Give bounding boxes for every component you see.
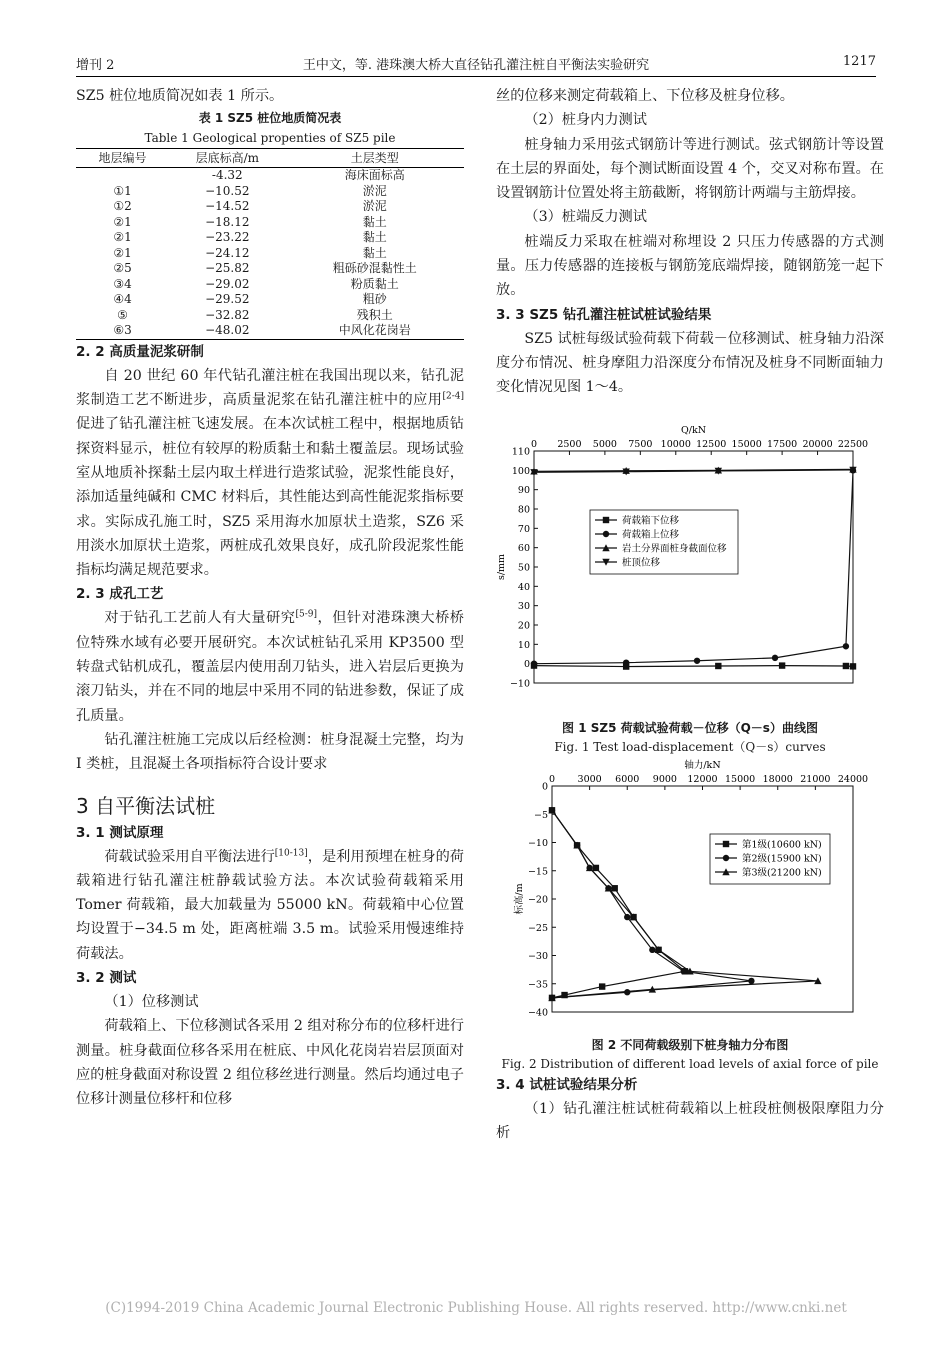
table-cell: 粗砂 xyxy=(362,292,387,307)
section-2-3-title: 2. 3 成孔工艺 xyxy=(76,586,164,603)
table-row xyxy=(76,184,464,200)
table-header: 层底标高/m xyxy=(169,149,285,168)
y-tick-label: 10 xyxy=(517,639,530,651)
table-cell: 淤泥 xyxy=(362,199,387,214)
page-number: 1217 xyxy=(842,54,876,69)
table-cell: 残积土 xyxy=(356,307,393,322)
table-cell: 中风化花岗岩 xyxy=(286,323,465,339)
data-point xyxy=(603,516,609,522)
y-tick-label: −5 xyxy=(533,809,548,821)
legend-label: 岩土分界面桩身截面位移 xyxy=(622,543,727,555)
y-tick-label: 30 xyxy=(517,600,530,612)
table-cell: 黏土 xyxy=(362,245,387,260)
x-axis-label: 轴力/kN xyxy=(684,759,721,771)
table-cell: ⑥3 xyxy=(76,323,169,339)
table-caption-cn: 表 1 SZ5 桩位地质简况表 xyxy=(198,111,342,126)
table-row xyxy=(76,323,464,339)
running-title: 王中文，等. 港珠澳大桥大直径钻孔灌注桩自平衡法实验研究 xyxy=(302,58,650,73)
table-caption-en: Table 1 Geological propenties of SZ5 pile xyxy=(144,131,396,146)
section-3-title: 3 自平衡法试桩 xyxy=(76,793,216,818)
paragraph: 荷载箱上、下位移测试各采用 2 组对称分布的位移杆进行测量。桩身截面位移各采用在桩底、中风化花岗岩岩层顶面对应的桩身截面对称设置 2 组位移丝进行测量。然后均通过电子位移计测量位移杆和位移 xyxy=(76,1018,464,1108)
figure-1 xyxy=(496,414,884,756)
data-point xyxy=(843,643,849,649)
table-row xyxy=(76,168,464,184)
table-cell: ⑤ xyxy=(117,307,128,322)
x-tick-label: 6000 xyxy=(615,773,640,785)
x-tick-label: 3000 xyxy=(577,773,602,785)
legend-label: 荷载箱上位移 xyxy=(622,529,680,541)
issue-label: 增刊 2 xyxy=(76,58,115,73)
paragraph: 钻孔灌注桩施工完成以后经检测：桩身混凝土完整，均为 I 类桩，且混凝土各项指标符合设计要求 xyxy=(76,731,464,773)
table-row xyxy=(76,261,464,277)
table-cell: ②1 xyxy=(113,214,132,229)
section-3-1-title: 3. 1 测试原理 xyxy=(76,824,164,841)
table-cell: 粉质黏土 xyxy=(350,276,399,291)
geology-table xyxy=(76,148,464,340)
table-cell: −48.02 xyxy=(169,323,285,339)
section-3-4-title: 3. 4 试桩试验结果分析 xyxy=(496,1076,638,1093)
table-cell: 海床面标高 xyxy=(344,168,405,183)
legend-label: 第2级(15900 kN) xyxy=(742,853,822,865)
x-tick-label: 17500 xyxy=(766,438,798,450)
figure-1-caption-cn: 图 1 SZ5 荷载试验荷载－位移（Q－s）曲线图 xyxy=(562,720,818,735)
x-tick-label: 0 xyxy=(548,773,556,785)
table-cell: −10.52 xyxy=(205,183,250,198)
paragraph: 荷载试验采用自平衡法进行[10-13]，是利用预埋在桩身的荷载箱进行钻孔灌注桩静载试验方法。本次试验荷载箱采用 Tomer 荷载箱，最大加载量为 55000 kN。荷载箱中心位置均设置于−34.5 m 处，距离桩端 3.5 m。试验采用慢速维持荷载法。 xyxy=(76,847,464,962)
subheading: （2）桩身内力测试 xyxy=(524,112,647,129)
citation: [2-4] xyxy=(442,391,464,402)
y-axis-label: 标高/m xyxy=(514,882,525,915)
data-point xyxy=(723,840,729,846)
table-cell: −25.82 xyxy=(205,261,250,276)
axial-force-chart xyxy=(496,759,884,1031)
table-cell: ②5 xyxy=(113,261,132,276)
y-tick-label: −10 xyxy=(527,837,548,849)
figure-2-caption-cn: 图 2 不同荷载级别下桩身轴力分布图 xyxy=(591,1037,789,1052)
table-cell: -4.32 xyxy=(211,168,243,183)
running-header xyxy=(76,54,876,76)
y-tick-label: 80 xyxy=(517,504,530,516)
y-tick-label: 100 xyxy=(511,465,530,477)
data-point xyxy=(624,913,630,919)
paragraph: 桩端反力采取在桩端对称埋设 2 只压力传感器的方式测量。压力传感器的连接板与钢筋笼底端焊接，随钢筋笼一起下放。 xyxy=(496,233,884,299)
data-point xyxy=(599,983,605,989)
x-tick-label: 12000 xyxy=(687,773,718,785)
table-cell: −14.52 xyxy=(205,199,250,214)
data-point xyxy=(779,662,785,668)
table-cell: ①2 xyxy=(113,199,132,214)
x-tick-label: 22500 xyxy=(837,438,869,450)
table-header: 地层编号 xyxy=(76,149,169,168)
table-cell: 黏土 xyxy=(362,214,387,229)
table-row xyxy=(76,277,464,293)
y-tick-label: 50 xyxy=(517,562,530,574)
data-point xyxy=(694,657,700,663)
data-point xyxy=(772,654,778,660)
table-cell: ④4 xyxy=(113,292,132,307)
x-tick-label: 10000 xyxy=(660,438,691,450)
table-row xyxy=(76,308,464,324)
y-tick-label: 70 xyxy=(517,523,530,535)
header-rule xyxy=(76,76,876,77)
y-tick-label: −40 xyxy=(527,1007,548,1019)
table-cell: −18.12 xyxy=(205,214,250,229)
table-row xyxy=(76,230,464,246)
y-tick-label: −15 xyxy=(527,865,548,877)
table-row xyxy=(76,246,464,262)
y-tick-label: −20 xyxy=(527,894,548,906)
legend-label: 荷载箱下位移 xyxy=(622,515,680,527)
table-cell: −29.02 xyxy=(205,276,250,291)
table-row xyxy=(76,292,464,308)
y-tick-label: 0 xyxy=(541,781,548,793)
legend-label: 桩顶位移 xyxy=(622,557,661,569)
y-tick-label: −10 xyxy=(509,678,530,690)
table-row xyxy=(76,215,464,231)
data-point xyxy=(723,854,729,860)
y-tick-label: 0 xyxy=(523,658,530,670)
x-tick-label: 5000 xyxy=(592,438,617,450)
intro-text: SZ5 桩位地质简况如表 1 所示。 xyxy=(76,88,284,104)
y-tick-label: −35 xyxy=(527,978,548,990)
data-point xyxy=(593,864,599,870)
y-tick-label: 60 xyxy=(517,542,530,554)
y-axis-label: s/mm xyxy=(496,553,507,580)
x-tick-label: 12500 xyxy=(696,438,727,450)
table-cell: ①1 xyxy=(113,183,132,198)
paragraph: 对于钻孔工艺前人有大量研究[5-9]，但针对港珠澳大桥桥位特殊水域有必要开展研究。本次试桩钻孔采用 KP3500 型转盘式钻机成孔，覆盖层内使用刮刀钻头，进入岩层后更换为滚刀钻头，并在不同的地层中采用不同的钻进参数，保证了成孔质量。 xyxy=(76,609,464,724)
table-cell: −29.52 xyxy=(205,292,250,307)
x-tick-label: 18000 xyxy=(762,773,793,785)
paragraph: 自 20 世纪 60 年代钻孔灌注桩在我国出现以来，钻孔泥浆制造工艺不断进步，高质量泥浆在钻孔灌注桩中的应用[2-4]促进了钻孔灌注桩飞速发展。在本次试桩工程中，根据地质钻探资料显示，桩位有较厚的粉质黏土和黏土覆盖层。现场试验室从地质补探黏土层内取土样进行造浆试验，泥浆性能良好，添加适量纯碱和 CMC 材料后，其性能达到高性能泥浆指标要求。实际成孔施工时，SZ5 采用海水加原状土造浆，SZ6 采用淡水加原状土造浆，两桩成孔效果良好，成孔阶段泥浆性能指标均满足规范要求。 xyxy=(76,367,464,579)
data-point xyxy=(843,662,849,668)
x-tick-label: 2500 xyxy=(557,438,582,450)
figure-1-caption-en: Fig. 1 Test load-displacement（Q－s）curves xyxy=(554,739,826,754)
citation: [10-13] xyxy=(274,847,308,858)
load-displacement-chart xyxy=(496,414,884,714)
x-tick-label: 7500 xyxy=(628,438,653,450)
section-3-2-title: 3. 2 测试 xyxy=(76,970,137,987)
subheading: （3）桩端反力测试 xyxy=(524,209,647,226)
table-body xyxy=(76,168,464,340)
table-cell: 粗砾砂混黏性土 xyxy=(332,261,417,276)
table-cell: −23.22 xyxy=(205,230,250,245)
figure-2-caption-en: Fig. 2 Distribution of different load levels of axial force of pile xyxy=(501,1056,879,1071)
table-cell: ②1 xyxy=(113,230,132,245)
x-tick-label: 9000 xyxy=(652,773,677,785)
section-2-2-title: 2. 2 高质量泥浆研制 xyxy=(76,343,204,360)
data-point xyxy=(649,946,655,952)
legend-label: 第1级(10600 kN) xyxy=(742,839,822,851)
table-row xyxy=(76,199,464,215)
paragraph: 桩身轴力采用弦式钢筋计等进行测试。弦式钢筋计等设置在土层的界面处，每个测试断面设置 4 个，交叉对称布置。在设置钢筋计位置处将主筋截断，将钢筋计两端与主筋焊接。 xyxy=(496,136,884,202)
subheading: （1）位移测试 xyxy=(104,994,199,1011)
x-tick-label: 24000 xyxy=(837,773,869,785)
x-tick-label: 21000 xyxy=(800,773,831,785)
plot-area xyxy=(552,786,853,1012)
data-point xyxy=(603,530,609,536)
x-tick-label: 15000 xyxy=(725,773,756,785)
y-tick-label: 90 xyxy=(517,484,530,496)
table-cell: ③4 xyxy=(113,276,132,291)
y-tick-label: 110 xyxy=(511,446,530,458)
y-tick-label: −25 xyxy=(527,922,548,934)
x-axis-label: Q/kN xyxy=(680,424,707,436)
table-header: 土层类型 xyxy=(286,149,465,168)
x-tick-label: 15000 xyxy=(731,438,762,450)
copyright-footer: (C)1994-2019 China Academic Journal Electronic Publishing House. All rights reserved. http://www.cnki.net xyxy=(105,1300,847,1316)
data-point xyxy=(715,662,721,668)
paragraph: （1）钻孔灌注桩试桩荷载箱以上桩段桩侧极限摩阻力分析 xyxy=(496,1100,884,1141)
data-point xyxy=(612,885,618,891)
paragraph: 丝的位移来测定荷载箱上、下位移及桩身位移。 xyxy=(496,88,794,104)
x-tick-label: 0 xyxy=(530,438,538,450)
data-point xyxy=(623,659,629,665)
x-tick-label: 20000 xyxy=(802,438,833,450)
legend-label: 第3级(21200 kN) xyxy=(742,867,822,879)
figure-2 xyxy=(496,759,884,1073)
table-cell: −24.12 xyxy=(205,245,250,260)
table-cell: 淤泥 xyxy=(362,183,387,198)
paragraph: SZ5 试桩每级试验荷载下荷载－位移测试、桩身轴力沿深度分布情况、桩身摩阻力沿深度分布情况及桩身不同断面轴力变化情况见图 1～4。 xyxy=(496,330,884,396)
y-tick-label: 40 xyxy=(517,581,530,593)
left-column xyxy=(76,84,464,1112)
table-cell: 黏土 xyxy=(362,230,387,245)
y-tick-label: 20 xyxy=(517,620,530,632)
table-cell xyxy=(76,168,169,184)
right-column xyxy=(496,84,884,1145)
table-cell: −32.82 xyxy=(205,307,250,322)
y-tick-label: −30 xyxy=(527,950,548,962)
table-cell: ②1 xyxy=(113,245,132,260)
section-3-3-title: 3. 3 SZ5 钻孔灌注桩试桩试验结果 xyxy=(496,306,712,323)
data-point xyxy=(531,660,537,666)
data-point xyxy=(850,663,856,669)
data-point xyxy=(748,977,754,983)
citation: [5-9] xyxy=(295,609,317,620)
